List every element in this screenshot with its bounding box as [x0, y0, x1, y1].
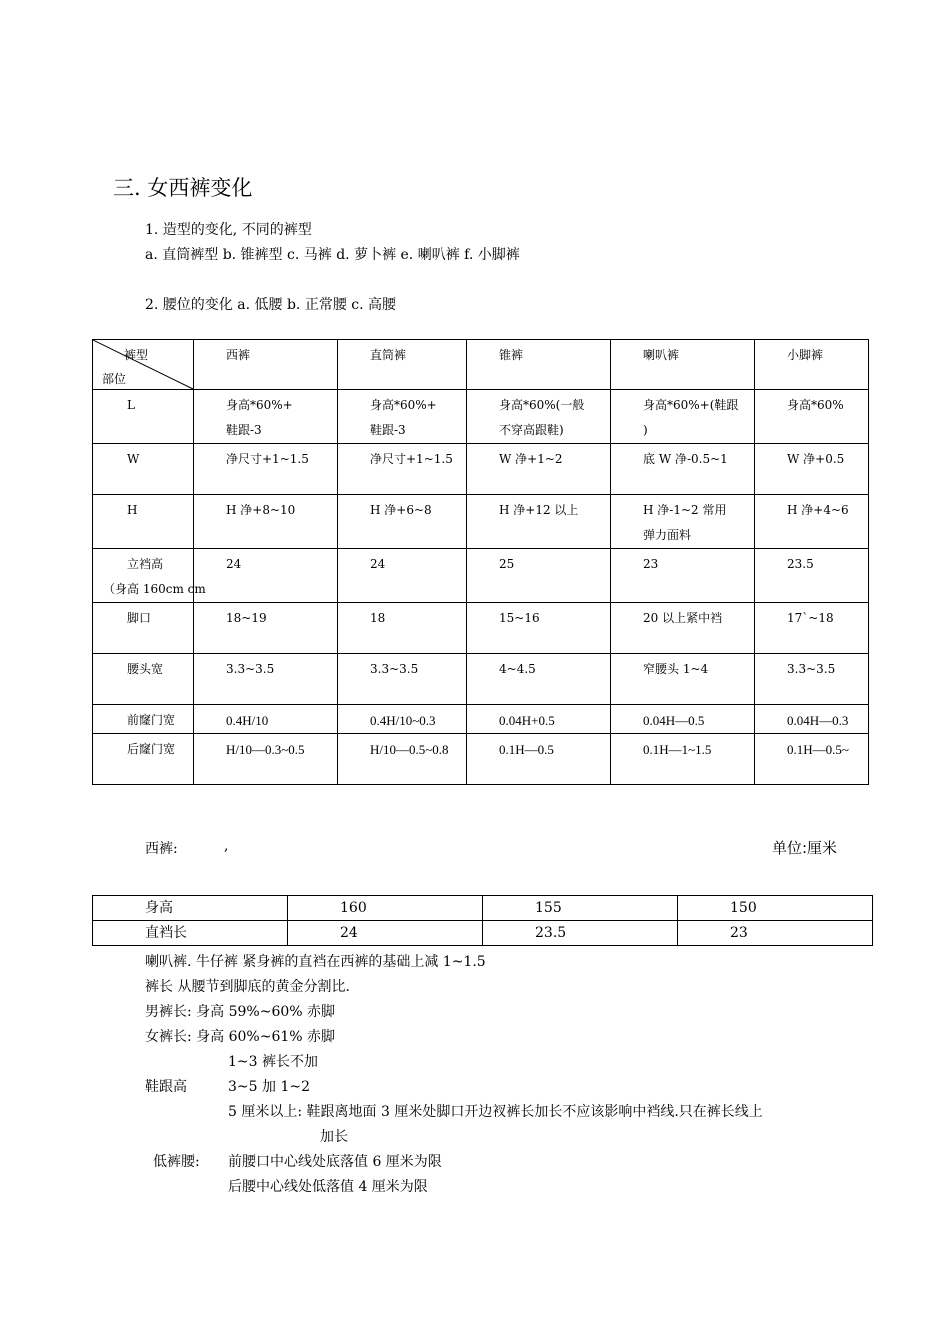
table-cell: 身高: [93, 896, 288, 921]
cell-line: 18: [370, 611, 386, 625]
table-cell: [338, 444, 467, 495]
note-line: 3~5 加 1~2: [228, 1079, 310, 1095]
table-row: [93, 603, 869, 654]
row-label: 后窿门宽: [127, 742, 176, 756]
cell-line: H/10—0.5~0.8: [370, 742, 449, 757]
table-row: [93, 654, 869, 705]
cell-line: H 净+8~10: [226, 503, 296, 517]
table-cell: [467, 444, 611, 495]
table-cell: [611, 734, 755, 785]
cell-line: 3.3~3.5: [787, 662, 836, 676]
table-cell: [194, 444, 338, 495]
table-row: [93, 549, 869, 603]
cell-line: ): [643, 423, 648, 437]
row-label-cell: [93, 495, 194, 549]
table-cell: [755, 654, 869, 705]
table-row: [93, 495, 869, 549]
cell-line: 15~16: [499, 611, 540, 625]
table-cell: [194, 390, 338, 444]
cell-line: 身高*60%+: [370, 398, 437, 412]
cell-line: 身高*60%: [787, 398, 844, 412]
cell-line: H 净+6~8: [370, 503, 432, 517]
column-header: 西裤: [194, 340, 338, 390]
cell-line: 3.3~3.5: [226, 662, 275, 676]
cell-line: 鞋跟-3: [226, 423, 262, 437]
table-cell: [467, 549, 611, 603]
cell-line: W 净+0.5: [787, 452, 845, 466]
row-label-cell: [93, 705, 194, 734]
table-cell: [338, 549, 467, 603]
row-label: 立裆高: [127, 557, 164, 571]
table-cell: [194, 603, 338, 654]
note-line: 喇叭裤. 牛仔裤 紧身裤的直裆在西裤的基础上减 1~1.5: [145, 954, 486, 970]
cell-line: H 净+12 以上: [499, 503, 579, 517]
table-cell: 直裆长: [93, 921, 288, 946]
cell-line: H/10—0.3~0.5: [226, 742, 305, 757]
cell-line: 0.04H—0.5: [643, 713, 705, 728]
column-header: 锥裤: [467, 340, 611, 390]
cell-line: 不穿高跟鞋): [499, 423, 564, 437]
corner-top-label: 裤型: [124, 348, 149, 362]
table-cell: [338, 495, 467, 549]
table-cell: [611, 495, 755, 549]
cell-line: 3.3~3.5: [370, 662, 419, 676]
row-label-cell: [93, 549, 206, 603]
table-row: [93, 734, 869, 785]
cell-line: 窄腰头 1~4: [643, 662, 709, 676]
cell-line: 23: [643, 557, 659, 571]
table-cell: [467, 654, 611, 705]
cell-line: 4~4.5: [499, 662, 536, 676]
cell-line: 20 以上紧中裆: [643, 611, 723, 625]
table-cell: [338, 603, 467, 654]
cell-line: W 净+1~2: [499, 452, 563, 466]
column-header: 小脚裤: [755, 340, 869, 390]
table-cell: 23.5: [483, 921, 678, 946]
note-line: 5 厘米以上: 鞋跟离地面 3 厘米处脚口开边衩裤长加长不应该影响中裆线.只在裤长线上: [228, 1104, 763, 1120]
cell-line: 24: [370, 557, 386, 571]
note-label: 鞋跟高: [145, 1079, 187, 1095]
row-label: L: [127, 398, 135, 412]
table-cell: [467, 495, 611, 549]
note-label: 低裤腰:: [153, 1154, 200, 1170]
row-label: 脚口: [127, 611, 152, 625]
cell-line: 0.1H—1~1.5: [643, 742, 712, 757]
table-cell: [467, 390, 611, 444]
cell-line: 18~19: [226, 611, 267, 625]
cell-line: 23.5: [787, 557, 814, 571]
corner-cell: [93, 340, 194, 390]
table-cell: [755, 444, 869, 495]
cell-line: 鞋跟-3: [370, 423, 406, 437]
table-cell: [611, 705, 755, 734]
table-cell: [755, 603, 869, 654]
note-line: 前腰口中心线处底落值 6 厘米为限: [228, 1154, 442, 1170]
table-cell: 24: [288, 921, 483, 946]
table-header-row: [93, 340, 869, 390]
table-row: [93, 390, 869, 444]
row-label: 腰头宽: [127, 662, 164, 676]
cell-line: 身高*60%(一般: [499, 398, 585, 412]
table-cell: [194, 734, 338, 785]
table-cell: [611, 390, 755, 444]
note-line: 1~3 裤长不加: [228, 1054, 318, 1070]
table-row: [93, 444, 869, 495]
table-cell: [755, 495, 869, 549]
table-cell: [194, 654, 338, 705]
note-line: 加长: [320, 1129, 348, 1145]
row-label: 前窿门宽: [127, 713, 176, 727]
table-row: [93, 705, 869, 734]
corner-bottom-label: 部位: [102, 372, 127, 386]
cell-line: 身高*60%+(鞋跟: [643, 398, 739, 412]
pants-style-table: [92, 339, 869, 785]
row-label-cell: [93, 654, 194, 705]
row-label-note: （身高 160cm cm: [103, 582, 206, 596]
cell-line: 24: [226, 557, 242, 571]
table-row: [93, 896, 873, 921]
cell-line: 净尺寸+1~1.5: [370, 452, 453, 466]
table-cell: 155: [483, 896, 678, 921]
table-cell: [338, 734, 467, 785]
item-1-title: 1. 造型的变化, 不同的裤型: [145, 222, 312, 238]
table-cell: [611, 603, 755, 654]
table-cell: [338, 390, 467, 444]
cell-line: 0.04H—0.3: [787, 713, 849, 728]
column-header: 喇叭裤: [611, 340, 755, 390]
unit-label: 单位:厘米: [772, 839, 838, 857]
table-row: [93, 921, 873, 946]
table-cell: [194, 495, 338, 549]
table-cell: 150: [678, 896, 873, 921]
table-cell: [755, 390, 869, 444]
table-cell: [467, 705, 611, 734]
table-cell: [611, 444, 755, 495]
column-header: 直筒裤: [338, 340, 467, 390]
table-cell: [755, 549, 869, 603]
note-line: 女裤长: 身高 60%~61% 赤脚: [145, 1029, 336, 1045]
cell-line: 弹力面料: [643, 528, 692, 542]
cell-line: H 净+4~6: [787, 503, 849, 517]
row-label-cell: [93, 734, 194, 785]
cell-line: 底 W 净-0.5~1: [643, 452, 728, 466]
table-cell: 23: [678, 921, 873, 946]
cell-line: 17`~18: [787, 611, 834, 625]
table-cell: 160: [288, 896, 483, 921]
row-label-cell: [93, 603, 194, 654]
row-label-cell: [93, 390, 194, 444]
section-heading: 三. 女西裤变化: [113, 176, 253, 200]
section-comma: ,: [224, 838, 229, 854]
table-cell: [338, 654, 467, 705]
table-cell: [467, 734, 611, 785]
cell-line: 0.4H/10~0.3: [370, 713, 436, 728]
item-1-types: a. 直筒裤型 b. 锥裤型 c. 马裤 d. 萝卜裤 e. 喇叭裤 f. 小脚裤: [145, 247, 520, 263]
table-cell: [611, 549, 755, 603]
note-line: 男裤长: 身高 59%~60% 赤脚: [145, 1004, 336, 1020]
cell-line: 0.1H—0.5~: [787, 742, 849, 757]
cell-line: 身高*60%+: [226, 398, 293, 412]
row-label: H: [127, 503, 138, 517]
cell-line: 0.1H—0.5: [499, 742, 554, 757]
cell-line: 0.4H/10: [226, 713, 269, 728]
table-cell: [755, 734, 869, 785]
table-cell: [338, 705, 467, 734]
row-label-cell: [93, 444, 194, 495]
table-cell: [755, 705, 869, 734]
table-cell: [194, 705, 338, 734]
cell-line: H 净-1~2 常用: [643, 503, 727, 517]
item-2-title: 2. 腰位的变化 a. 低腰 b. 正常腰 c. 高腰: [145, 297, 397, 313]
cell-line: 净尺寸+1~1.5: [226, 452, 309, 466]
cell-line: 25: [499, 557, 515, 571]
note-line: 后腰中心线处低落值 4 厘米为限: [228, 1179, 428, 1195]
height-crotch-table: [92, 895, 873, 946]
cell-line: 0.04H+0.5: [499, 713, 555, 728]
row-label: W: [127, 452, 140, 466]
table-cell: [611, 654, 755, 705]
section-label: 西裤:: [145, 841, 178, 857]
table-cell: [467, 603, 611, 654]
table-cell: [194, 549, 338, 603]
note-line: 裤长 从腰节到脚底的黄金分割比.: [145, 979, 350, 995]
